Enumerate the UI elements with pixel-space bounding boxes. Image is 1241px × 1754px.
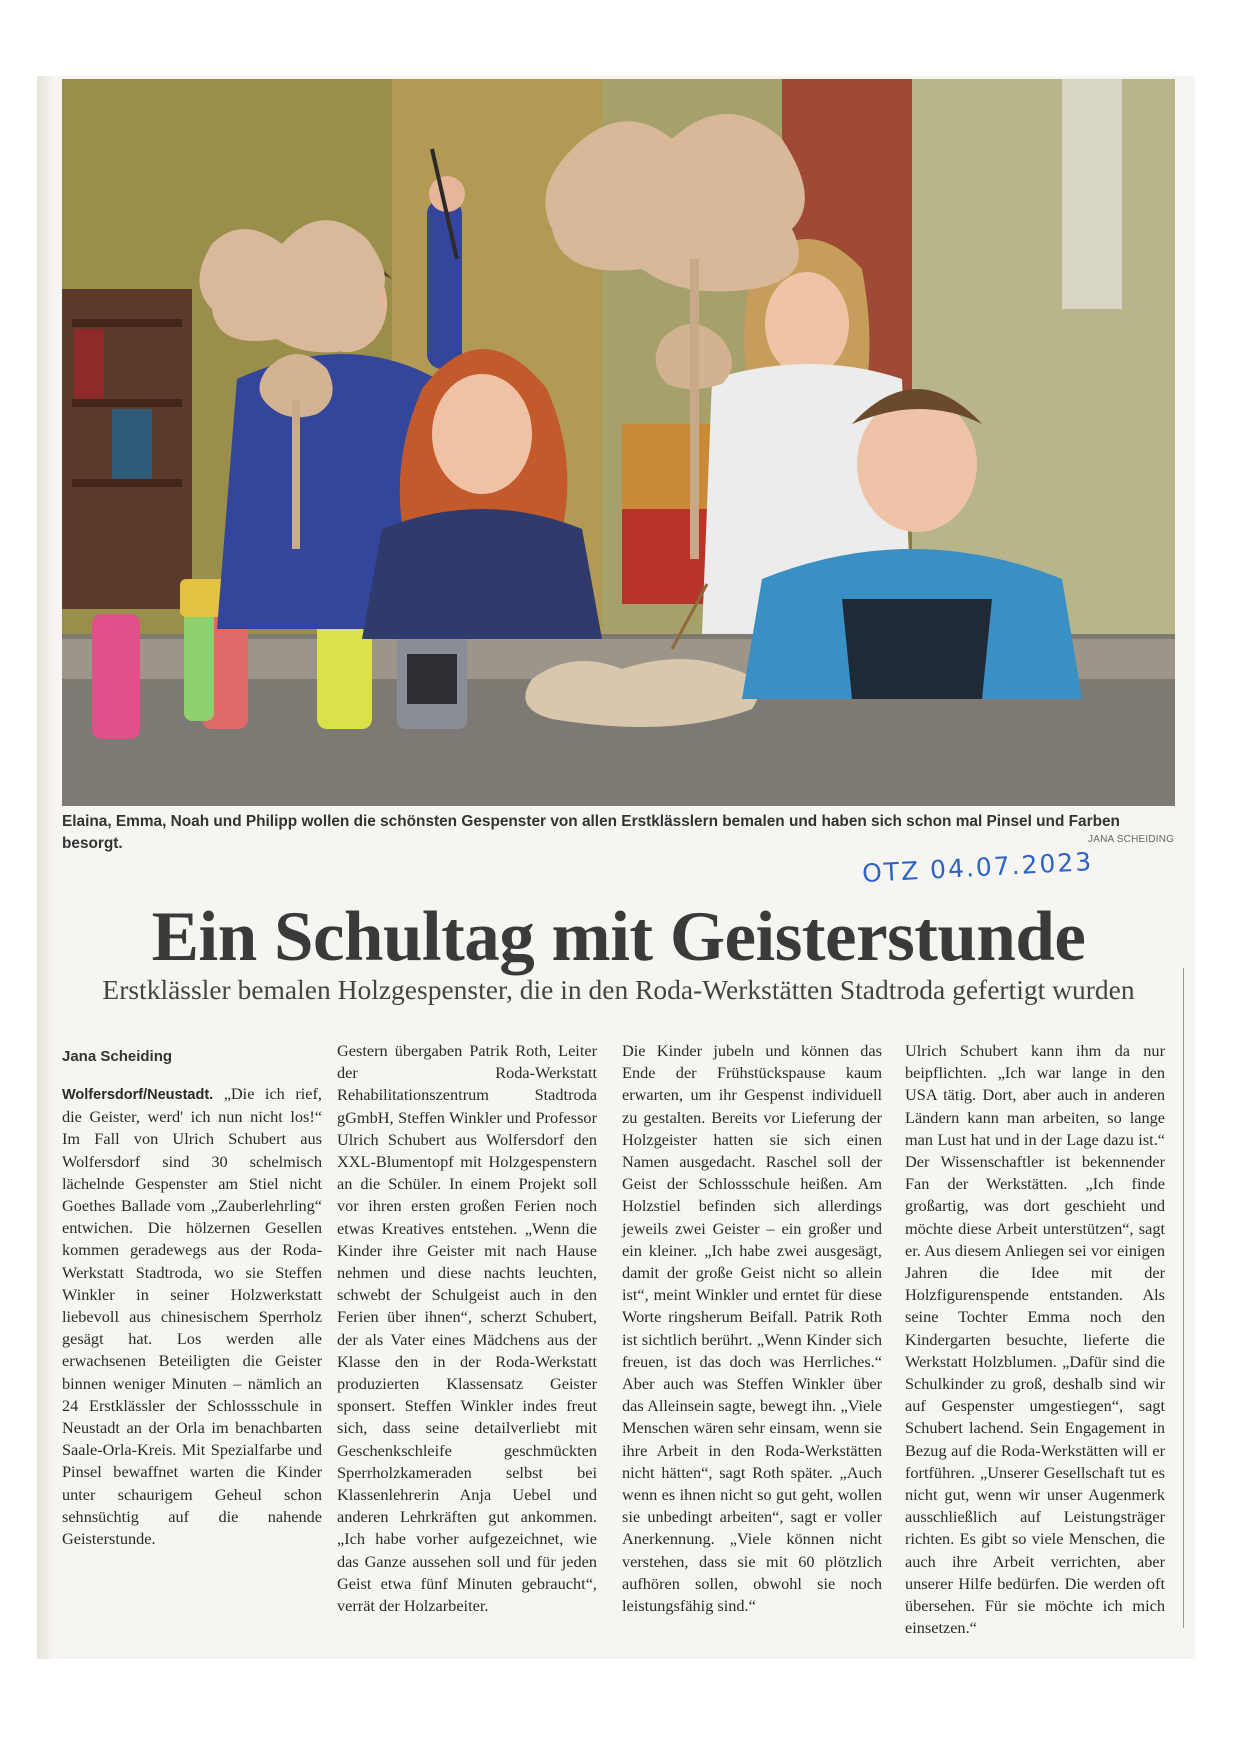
subheadline: Erstklässler bemalen Holzgespenster, die in den Roda-Werkstätten Stadtroda gefertigt wurden <box>102 974 1135 1005</box>
article-paragraph-4: Ulrich Schubert kann ihm da nur beipflichten. „Ich war lange in den USA tätig. Dort, aber auch in anderen Ländern kann man arbeiten, so lange man Lust hat und in der Lage dazu ist.“ Der Wissenschaftler ist bekennender Fan der Werkstätten. „Ich finde großartig, was dort geschieht und möchte diese Arbeit unterstützen“, sagt er. Aus diesem Anliegen sei vor einigen Jahren die Idee mit der Holzfigurenspende entstanden. Als seine Tochter Emma noch den Kindergarten besuchte, lieferte die Werkstatt Holzblumen. „Dafür sind die Schulkinder zu groß, deshalb sind wir auf Gespenster umgestiegen“, sagt Schubert lachend. Sein Engagement in Bezug auf die Roda-Werkstätten will er fortführen. „Unserer Gesellschaft tut es nicht gut, wenn wir unser Augenmerk ausschließlich auf Leistungsträger richten. Es gibt so viele Menschen, die auch ihre Arbeit verrichten, aber unserer Hilfe bedürfen. Die werden oft übersehen. Für sie möchte ich mich einsetzen.“ <box>905 1041 1165 1638</box>
dateline: Wolfersdorf/Neustadt. <box>62 1087 214 1103</box>
column-rule <box>1183 968 1184 1628</box>
scan-fold-shadow <box>37 76 55 1659</box>
author-byline: Jana Scheiding <box>62 1048 173 1065</box>
article-column-3 <box>622 1040 882 1617</box>
article-paragraph-3: Die Kinder jubeln und können das Ende der Frühstückspause kaum erwarten, um ihr Gespenst individuell zu gestalten. Bereits vor Lieferung der Holzgeister hatten sie sich einen Namen ausgedacht. Raschel soll der Geist der Schlossschule heißen. Am Holzstiel befinden sich allerdings jeweils zwei Geister – ein großer und ein kleiner. „Ich habe zwei ausgesägt, damit der große Geist nicht so allein ist“, meint Winkler und erntet für diese Worte ringsherum Beifall. Patrik Roth ist sichtlich berührt. „Wenn Kinder sich freuen, ist das doch was Herrliches.“ Aber auch was Steffen Winkler über das Alleinsein sagte, bewegt ihn. „Viele Menschen wären sehr einsam, wenn sie ihre Arbeit in den Roda-Werkstätten nicht hätten“, sagt Roth später. „Auch wenn es ihnen nicht so gut geht, wollen sie unbedingt arbeiten“, sagt er voller Anerkennung. „Viele können nicht verstehen, dass sie mit 60 plötzlich aufhören sollen, obwohl sie noch leistungsfähig sind.“ <box>622 1041 882 1616</box>
article-paragraph-1: Wolfersdorf/Neustadt. „Die ich rief, die Geister, werd' ich nun nicht los!“ Im Fall von Ulrich Schubert aus Wolfersdorf sind 30 schelmisch lächelnde Gespenster am Stiel nicht Goethes Ballade vom „Zauberlehrling“ entwichen. Die hölzernen Gesellen kommen geradewegs aus der Roda-Werkstatt Stadtroda, wo sie Steffen Winkler in seiner Holzwerkstatt liebevoll aus chinesischem Sperrholz gesägt hat. Los werden alle erwachsenen Beteiligten die Geister binnen weniger Minuten – nämlich an 24 Erstklässler der Schlossschule in Neustadt an der Orla im benachbarten Saale-Orla-Kreis. Mit Spezialfarbe und Pinsel bewaffnet warten die Kinder unter schaurigem Geheul schon sehnsüchtig auf die nahende Geisterstunde. <box>62 1084 322 1549</box>
article-column-4 <box>905 1040 1165 1639</box>
headline: Ein Schultag mit Geisterstunde <box>151 898 1086 976</box>
article-column-1 <box>62 1083 322 1550</box>
handwritten-date-note: OTZ 04.07.2023 <box>861 846 1094 889</box>
article-column-2 <box>337 1040 597 1617</box>
photo-caption: Elaina, Emma, Noah und Philipp wollen die schönsten Gespenster von allen Erstklässlern bemalen und haben sich schon mal Pinsel und Farben besorgt. <box>62 813 1120 852</box>
photo-credit: JANA SCHEIDING <box>1088 834 1175 845</box>
article-photo <box>62 79 1175 806</box>
article-paragraph-2: Gestern übergaben Patrik Roth, Leiter der Roda-Werkstatt Rehabilitationszentrum Stadtroda gGmbH, Steffen Winkler und Professor Ulrich Schubert aus Wolfersdorf den XXL-Blumentopf mit Holzgespenstern an die Schüler. In einem Projekt soll vor ihren ersten großen Ferien noch etwas Kreatives entstehen. „Wenn die Kinder ihre Geister mit nach Hause nehmen und diese nachts leuchten, schwebt der Schulgeist auch in den Ferien über ihnen“, scherzt Schubert, der als Vater eines Mädchens aus der Klasse den in der Roda-Werkstatt produzierten Klassensatz Geister sponsert. Steffen Winkler indes freut sich, dass seine detailverliebt mit Geschenkschleife geschmückten Sperrholzkameraden selbst bei Klassenlehrerin Anja Uebel und anderen Lehrkräften gut ankommen. „Ich habe vorher aufgezeichnet, wie das Ganze aussehen soll und für jeden Geist etwa fünf Minuten gebraucht“, verrät der Holzarbeiter. <box>337 1041 597 1616</box>
